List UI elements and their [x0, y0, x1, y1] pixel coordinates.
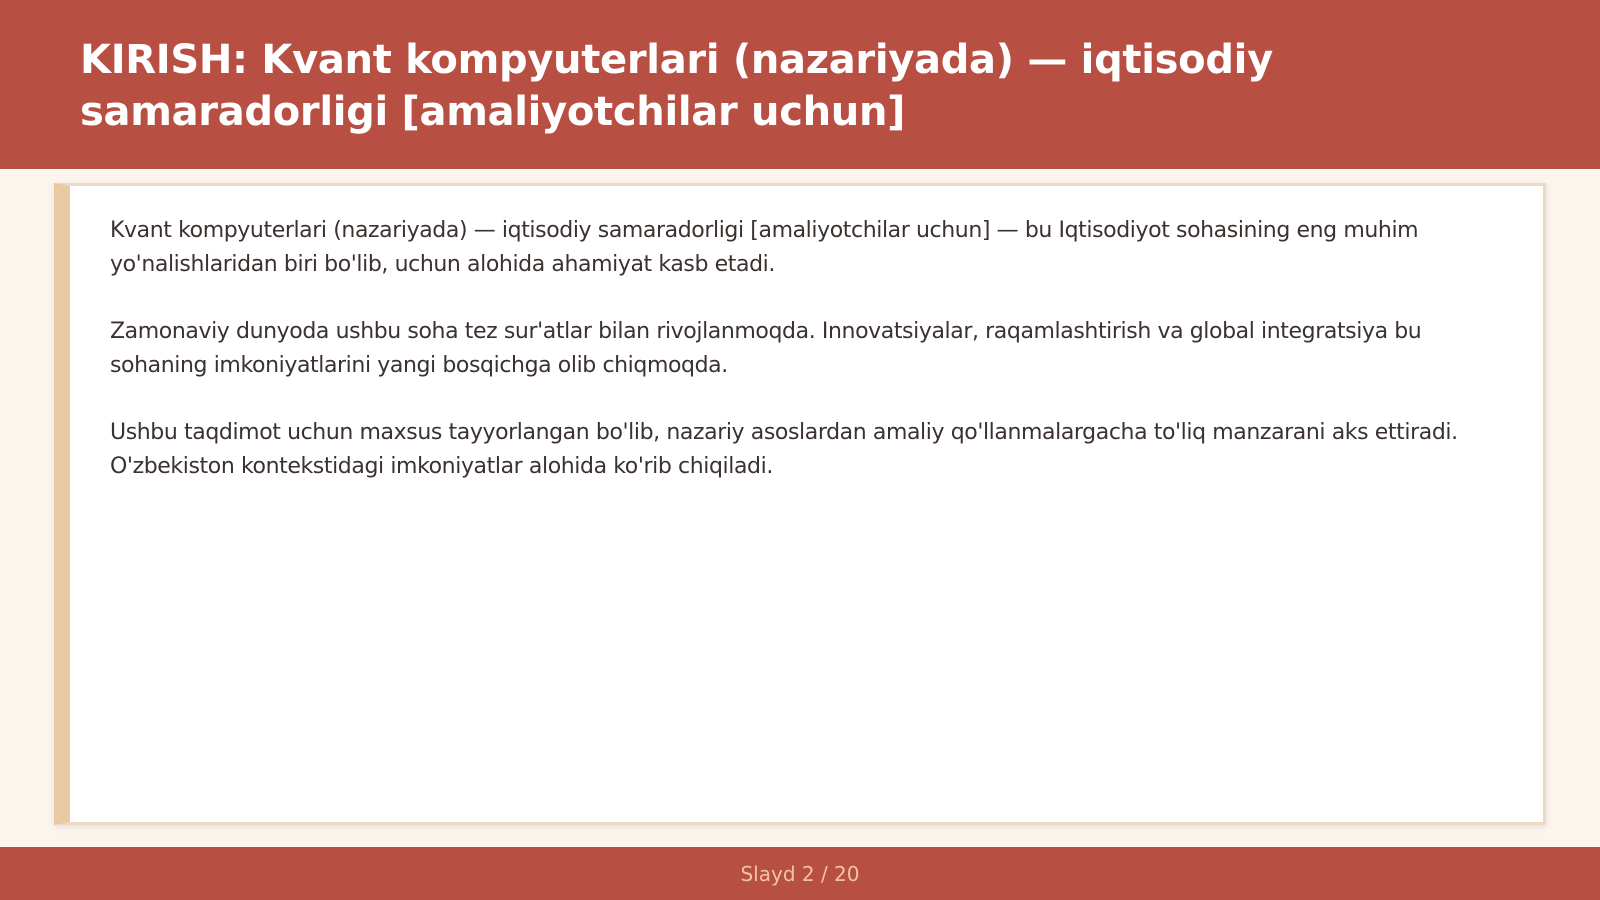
content-body: [110, 214, 1500, 517]
slide-number: Slayd 2 / 20: [740, 861, 860, 886]
paragraph-intro: Kvant kompyuterlari (nazariyada) — iqtisodiy samaradorligi [amaliyotchilar uchun] — bu Iqtisodiyot sohasining eng muhim yo'nalishlaridan biri bo'lib, uchun alohida ahamiyat kasb etadi.: [110, 218, 1419, 277]
slide-header: [0, 0, 1600, 169]
paragraph-modern-world: Zamonaviy dunyoda ushbu soha tez sur'atlar bilan rivojlanmoqda. Innovatsiyalar, raqamlashtirish va global integratsiya bu sohaning imkoniyatlarini yangi bosqichga olib chiqmoqda.: [110, 319, 1422, 378]
slide-footer: [0, 847, 1600, 900]
content-card: [54, 183, 1546, 825]
slide-title: KIRISH: Kvant kompyuterlari (nazariyada) — iqtisodiy samaradorligi [amaliyotchilar uchun]: [80, 37, 1273, 135]
paragraph-presentation: Ushbu taqdimot uchun maxsus tayyorlangan bo'lib, nazariy asoslardan amaliy qo'llanmalargacha to'liq manzarani aks ettiradi. O'zbekiston kontekstidagi imkoniyatlar alohida ko'rib chiqiladi.: [110, 420, 1458, 479]
